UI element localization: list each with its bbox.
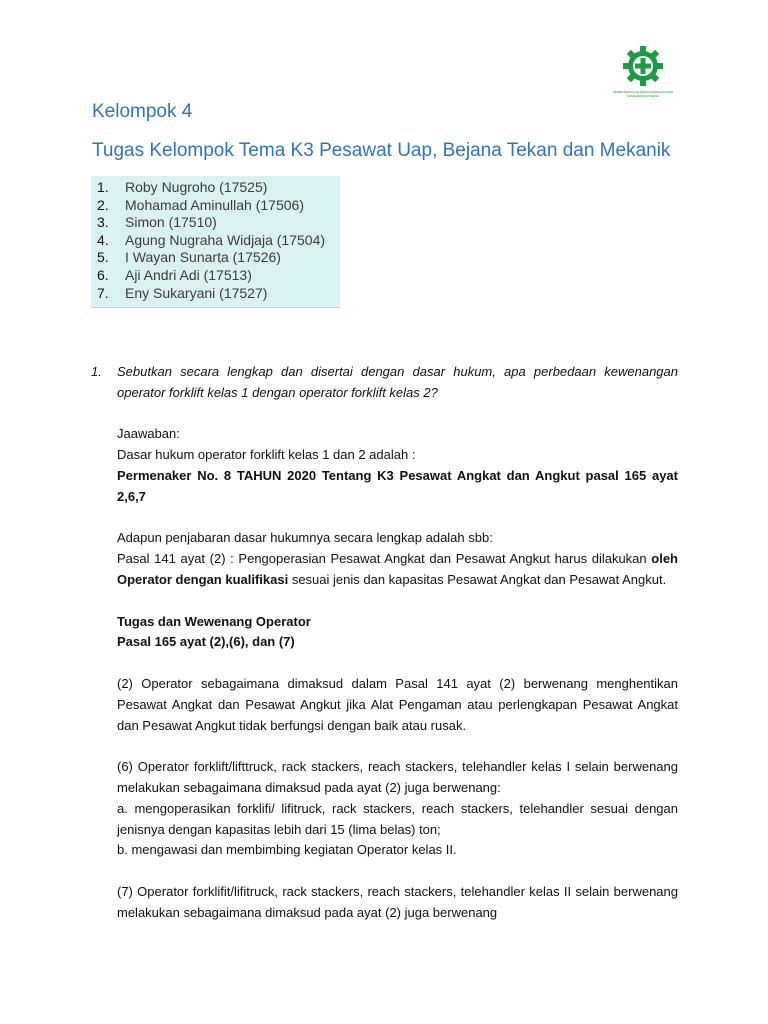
member-number: 6. [97,266,109,283]
ayat-6-paragraph: (6) Operator forklift/lifttruck, rack stackers, reach stackers, telehandler kelas I selain berwenang melakukan sebagaimana dimaksud pada ayat (2) juga berwenang: [117,759,678,795]
member-number: 1. [97,179,109,195]
legal-basis-intro: Dasar hukum operator forklift kelas 1 dan 2 adalah : [117,447,416,463]
member-number: 7. [97,284,109,301]
assignment-title: Tugas Kelompok Tema K3 Pesawat Uap, Bejana Tekan dan Mekanik [92,140,671,161]
gear-cross-icon [621,44,665,88]
detail-intro: Adapun penjabaran dasar hukumnya secara lengkap adalah sbb: [117,530,493,546]
answer-label: Jaawaban: [117,426,180,442]
question-number: 1. [91,364,102,379]
ayat-6-item-a: a. mengoperasikan forklifi/ lifitruck, rack stackers, reach stackers, telehandler sesuai dengan jenisnya dengan kapasitas lebih dari 15 (lima belas) ton; [117,800,678,837]
member-item [91,214,340,232]
duties-heading: Tugas dan Wewenang Operator [117,613,311,629]
member-name: Mohamad Aminullah (17506) [125,196,304,213]
ayat-6-item-b: b. mengawasi dan membimbing kegiatan Operator kelas II. [117,842,457,858]
member-name: Agung Nugraha Widjaja (17504) [125,231,326,248]
member-name: I Wayan Sunarta (17526) [125,249,281,266]
member-number: 2. [97,196,109,213]
question-text: Sebutkan secara lengkap dan disertai dengan dasar hukum, apa perbedaan kewenangan operator forklift kelas 1 dengan operator forklift kelas 2? [117,364,678,400]
ayat-7-paragraph: (7) Operator forklifit/lifitruck, rack stackers, reach stackers, telehandler kelas II selain berwenang melakukan sebagaimana dimaksud pada ayat (2) juga berwenang [117,883,678,920]
pasal-141-paragraph: Pasal 141 ayat (2) : Pengoperasian Pesawat Angkat dan Pesawat Angkut harus dilakukan oleh Operator dengan kualifikasi sesuai jenis dan kapasitas Pesawat Angkat dan Pesawat Angkut. [117,551,678,587]
group-heading: Kelompok 4 [92,101,193,122]
member-number: 3. [97,214,109,231]
logo-caption: KEMENTERIAN KETENAGAKERJAAN RAPI KESELAMATAN KERJA [612,90,674,98]
member-item [91,179,340,197]
member-item [91,232,340,250]
member-item [91,197,340,215]
member-name: Simon (17510) [125,214,217,231]
member-name: Eny Sukaryani (17527) [125,284,268,301]
member-item [91,285,340,303]
member-name: Aji Andri Adi (17513) [125,266,252,283]
member-name: Roby Nugroho (17525) [125,179,268,195]
member-item [91,249,340,267]
member-item [91,267,340,285]
legal-basis-regulation: Permenaker No. 8 TAHUN 2020 Tentang K3 Pesawat Angkat dan Angkut pasal 165 ayat 2,6,7 [117,467,678,504]
duties-article: Pasal 165 ayat (2),(6), dan (7) [117,634,295,650]
member-list [91,176,340,308]
ayat-2-paragraph: (2) Operator sebagaimana dimaksud dalam Pasal 141 ayat (2) berwenang menghentikan Pesawat Angkat dan Pesawat Angkut jika Alat Pengaman atau perlengkapan Pesawat Angkat dan Pesawat Angkut tidak berfungsi dengan baik atau rusak. [117,675,678,733]
member-number: 4. [97,231,109,248]
document-body [117,362,678,924]
ministry-logo [612,44,674,98]
member-number: 5. [97,249,109,266]
